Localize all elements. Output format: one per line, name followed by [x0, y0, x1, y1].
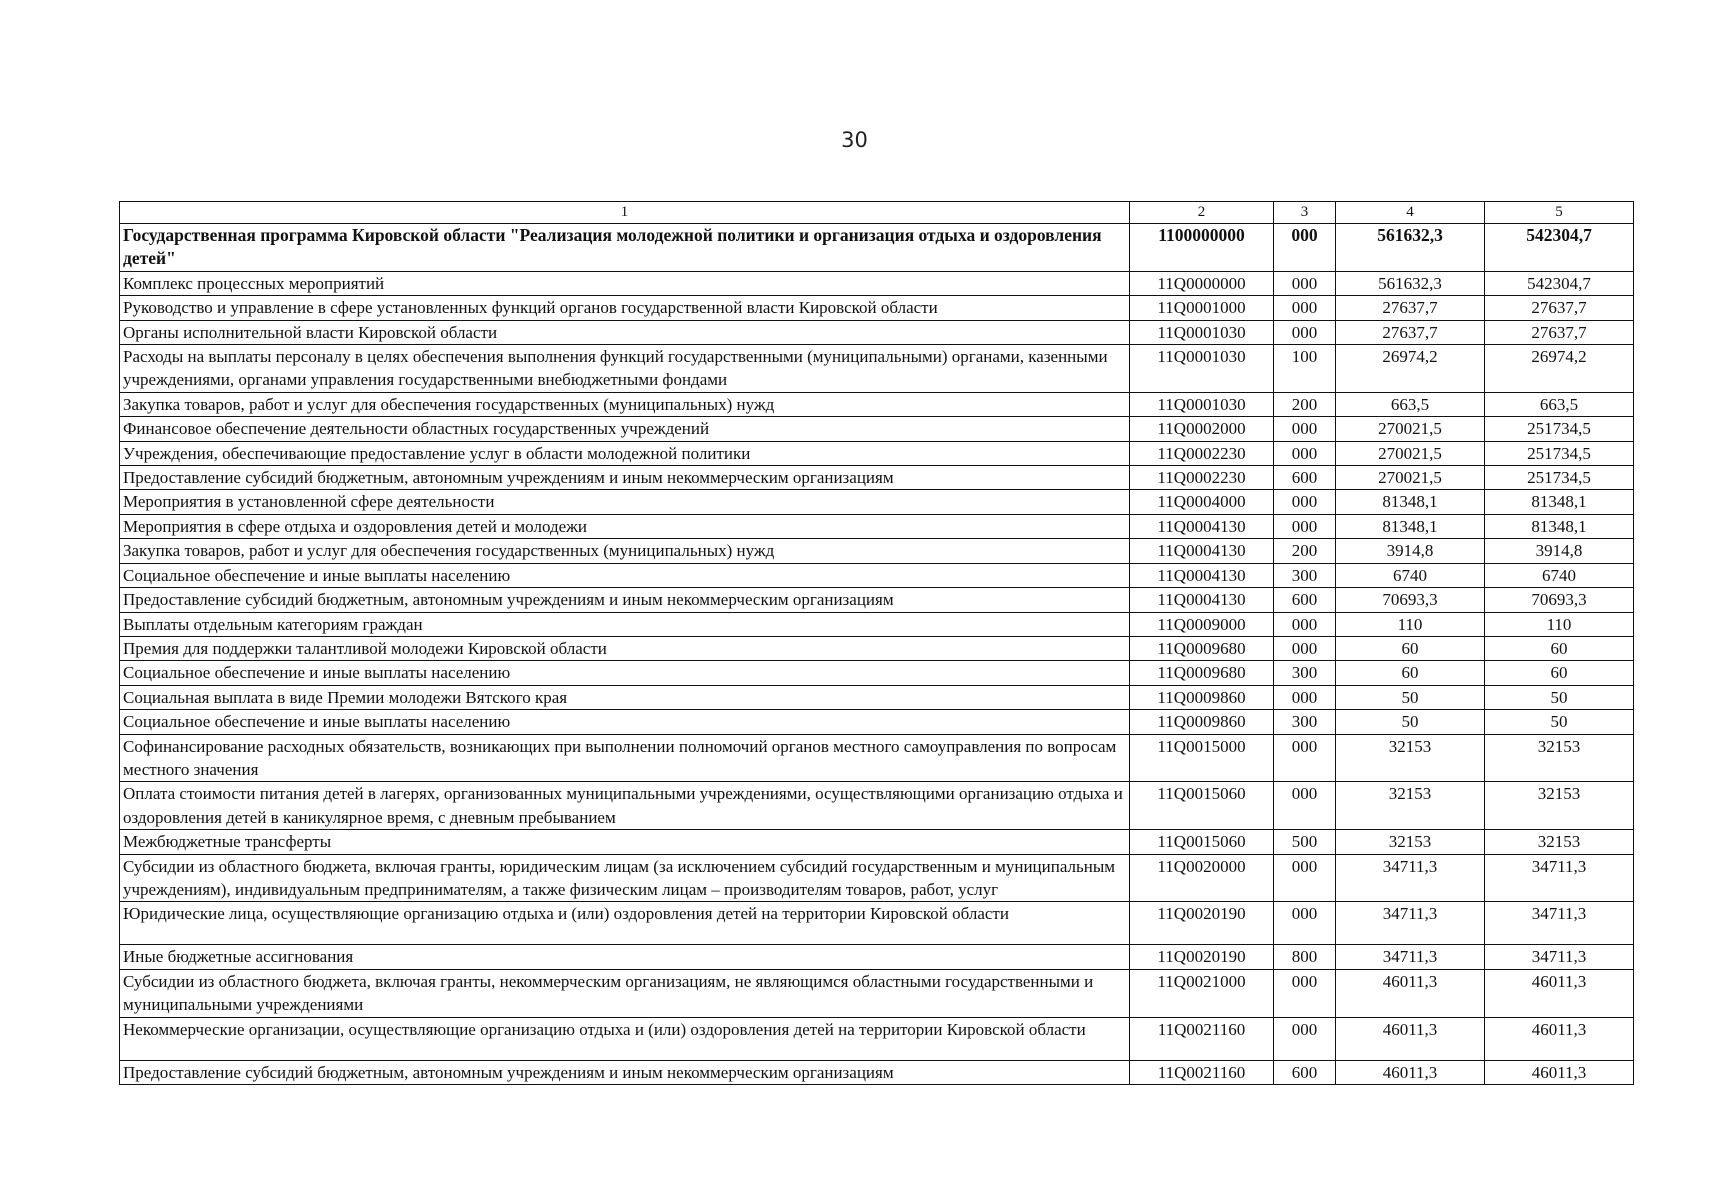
row-amount-2: 50: [1485, 685, 1634, 709]
row-expense-type: 000: [1274, 490, 1336, 514]
row-code: 11Q0009680: [1130, 661, 1274, 685]
table-row: [120, 490, 1634, 514]
table-row: [120, 945, 1634, 969]
table-row: [120, 588, 1634, 612]
row-expense-type: 000: [1274, 969, 1336, 1017]
row-amount-2: 542304,7: [1485, 271, 1634, 295]
table-row: [120, 392, 1634, 416]
table-row: [120, 636, 1634, 660]
row-name: Софинансирование расходных обязательств, возникающих при выполнении полномочий органов местного самоуправления по вопросам местного значения: [120, 734, 1130, 782]
row-expense-type: 000: [1274, 782, 1336, 830]
row-name: Государственная программа Кировской области "Реализация молодежной политики и организация отдыха и оздоровления детей": [120, 224, 1130, 272]
row-expense-type: 300: [1274, 710, 1336, 734]
row-expense-type: 000: [1274, 854, 1336, 902]
row-expense-type: 200: [1274, 392, 1336, 416]
row-expense-type: 000: [1274, 271, 1336, 295]
row-name: Предоставление субсидий бюджетным, автономным учреждениям и иным некоммерческим организациям: [120, 588, 1130, 612]
row-amount-1: 46011,3: [1336, 969, 1485, 1017]
row-amount-2: 70693,3: [1485, 588, 1634, 612]
column-header-amount-1: 4: [1336, 202, 1485, 224]
row-code: 11Q0020000: [1130, 854, 1274, 902]
row-name: Предоставление субсидий бюджетным, автономным учреждениям и иным некоммерческим организациям: [120, 466, 1130, 490]
page-number: 30: [841, 128, 868, 152]
column-header-code: 2: [1130, 202, 1274, 224]
row-code: 11Q0021160: [1130, 1060, 1274, 1084]
table-row: [120, 224, 1634, 272]
row-name: Субсидии из областного бюджета, включая гранты, некоммерческим организациям, не являющимся областными государственными и муниципальными учреждениями: [120, 969, 1130, 1017]
row-amount-2: 46011,3: [1485, 969, 1634, 1017]
row-amount-1: 110: [1336, 612, 1485, 636]
row-code: 11Q0009680: [1130, 636, 1274, 660]
column-header-name: 1: [120, 202, 1130, 224]
row-amount-2: 32153: [1485, 782, 1634, 830]
table-row: [120, 514, 1634, 538]
row-name: Юридические лица, осуществляющие организацию отдыха и (или) оздоровления детей на территории Кировской области: [120, 902, 1130, 945]
row-amount-2: 46011,3: [1485, 1060, 1634, 1084]
row-amount-2: 81348,1: [1485, 514, 1634, 538]
row-name: Некоммерческие организации, осуществляющие организацию отдыха и (или) оздоровления детей на территории Кировской области: [120, 1017, 1130, 1060]
row-amount-1: 27637,7: [1336, 296, 1485, 320]
row-code: 11Q0004130: [1130, 588, 1274, 612]
row-amount-1: 50: [1336, 685, 1485, 709]
row-amount-2: 32153: [1485, 830, 1634, 854]
row-expense-type: 000: [1274, 1017, 1336, 1060]
row-amount-1: 46011,3: [1336, 1060, 1485, 1084]
row-code: 11Q0009000: [1130, 612, 1274, 636]
row-amount-1: 561632,3: [1336, 271, 1485, 295]
row-code: 11Q0004130: [1130, 514, 1274, 538]
row-code: 11Q0000000: [1130, 271, 1274, 295]
row-name: Социальное обеспечение и иные выплаты населению: [120, 710, 1130, 734]
row-expense-type: 600: [1274, 1060, 1336, 1084]
row-code: 11Q0004000: [1130, 490, 1274, 514]
row-name: Закупка товаров, работ и услуг для обеспечения государственных (муниципальных) нужд: [120, 392, 1130, 416]
row-expense-type: 000: [1274, 441, 1336, 465]
row-amount-2: 542304,7: [1485, 224, 1634, 272]
row-amount-1: 46011,3: [1336, 1017, 1485, 1060]
row-amount-1: 6740: [1336, 563, 1485, 587]
row-expense-type: 000: [1274, 224, 1336, 272]
row-code: 11Q0015060: [1130, 830, 1274, 854]
row-code: 11Q0021000: [1130, 969, 1274, 1017]
row-name: Расходы на выплаты персоналу в целях обеспечения выполнения функций государственными (муниципальными) органами, казенными учреждениями, органами управления государственными внебюджетными фондами: [120, 345, 1130, 393]
row-expense-type: 000: [1274, 636, 1336, 660]
row-amount-2: 46011,3: [1485, 1017, 1634, 1060]
row-amount-2: 60: [1485, 661, 1634, 685]
row-amount-1: 270021,5: [1336, 441, 1485, 465]
table-row: [120, 612, 1634, 636]
row-amount-1: 34711,3: [1336, 945, 1485, 969]
row-amount-2: 50: [1485, 710, 1634, 734]
row-code: 11Q0004130: [1130, 563, 1274, 587]
row-expense-type: 000: [1274, 612, 1336, 636]
row-expense-type: 000: [1274, 296, 1336, 320]
row-name: Субсидии из областного бюджета, включая гранты, юридическим лицам (за исключением субсидий государственным и муниципальным учреждениям), индивидуальным предпринимателям, а также физическим лицам – производителям товаров, работ, услуг: [120, 854, 1130, 902]
row-amount-1: 34711,3: [1336, 902, 1485, 945]
row-expense-type: 600: [1274, 466, 1336, 490]
row-code: 11Q0015000: [1130, 734, 1274, 782]
row-amount-1: 34711,3: [1336, 854, 1485, 902]
row-expense-type: 000: [1274, 902, 1336, 945]
table-row: [120, 345, 1634, 393]
row-amount-1: 663,5: [1336, 392, 1485, 416]
row-expense-type: 000: [1274, 685, 1336, 709]
row-amount-1: 32153: [1336, 782, 1485, 830]
table-row: [120, 734, 1634, 782]
row-code: 11Q0009860: [1130, 710, 1274, 734]
row-amount-1: 32153: [1336, 830, 1485, 854]
row-expense-type: 500: [1274, 830, 1336, 854]
row-expense-type: 800: [1274, 945, 1336, 969]
row-name: Межбюджетные трансферты: [120, 830, 1130, 854]
row-name: Оплата стоимости питания детей в лагерях, организованных муниципальными учреждениями, осуществляющими организацию отдыха и оздоровления детей в каникулярное время, с дневным пребыванием: [120, 782, 1130, 830]
table-row: [120, 296, 1634, 320]
table-row: [120, 441, 1634, 465]
row-amount-2: 26974,2: [1485, 345, 1634, 393]
row-amount-1: 50: [1336, 710, 1485, 734]
row-amount-2: 251734,5: [1485, 441, 1634, 465]
row-amount-2: 60: [1485, 636, 1634, 660]
row-name: Премия для поддержки талантливой молодежи Кировской области: [120, 636, 1130, 660]
row-name: Иные бюджетные ассигнования: [120, 945, 1130, 969]
table-row: [120, 969, 1634, 1017]
row-expense-type: 100: [1274, 345, 1336, 393]
row-name: Учреждения, обеспечивающие предоставление услуг в области молодежной политики: [120, 441, 1130, 465]
row-code: 11Q0002230: [1130, 466, 1274, 490]
row-code: 11Q0009860: [1130, 685, 1274, 709]
row-amount-2: 34711,3: [1485, 902, 1634, 945]
row-amount-1: 81348,1: [1336, 514, 1485, 538]
row-expense-type: 300: [1274, 563, 1336, 587]
table-row: [120, 1017, 1634, 1060]
row-amount-1: 70693,3: [1336, 588, 1485, 612]
row-name: Закупка товаров, работ и услуг для обеспечения государственных (муниципальных) нужд: [120, 539, 1130, 563]
row-amount-1: 32153: [1336, 734, 1485, 782]
row-code: 11Q0021160: [1130, 1017, 1274, 1060]
header-row: [120, 202, 1634, 224]
row-code: 11Q0004130: [1130, 539, 1274, 563]
row-name: Социальное обеспечение и иные выплаты населению: [120, 563, 1130, 587]
row-amount-1: 26974,2: [1336, 345, 1485, 393]
row-amount-1: 81348,1: [1336, 490, 1485, 514]
row-name: Выплаты отдельным категориям граждан: [120, 612, 1130, 636]
row-code: 11Q0001000: [1130, 296, 1274, 320]
row-name: Мероприятия в сфере отдыха и оздоровления детей и молодежи: [120, 514, 1130, 538]
row-expense-type: 000: [1274, 514, 1336, 538]
row-amount-2: 251734,5: [1485, 466, 1634, 490]
row-amount-1: 60: [1336, 636, 1485, 660]
row-code: 11Q0015060: [1130, 782, 1274, 830]
row-amount-2: 34711,3: [1485, 854, 1634, 902]
row-expense-type: 200: [1274, 539, 1336, 563]
row-code: 11Q0020190: [1130, 902, 1274, 945]
table-row: [120, 417, 1634, 441]
table-row: [120, 466, 1634, 490]
table-row: [120, 782, 1634, 830]
row-code: 11Q0001030: [1130, 320, 1274, 344]
row-amount-2: 27637,7: [1485, 320, 1634, 344]
row-code: 11Q0020190: [1130, 945, 1274, 969]
table-row: [120, 661, 1634, 685]
row-amount-2: 27637,7: [1485, 296, 1634, 320]
table-row: [120, 854, 1634, 902]
row-amount-2: 110: [1485, 612, 1634, 636]
row-amount-1: 27637,7: [1336, 320, 1485, 344]
row-name: Органы исполнительной власти Кировской области: [120, 320, 1130, 344]
row-name: Руководство и управление в сфере установленных функций органов государственной власти Кировской области: [120, 296, 1130, 320]
row-code: 11Q0002230: [1130, 441, 1274, 465]
row-name: Предоставление субсидий бюджетным, автономным учреждениям и иным некоммерческим организациям: [120, 1060, 1130, 1084]
row-name: Мероприятия в установленной сфере деятельности: [120, 490, 1130, 514]
table-row: [120, 710, 1634, 734]
row-code: 11Q0001030: [1130, 345, 1274, 393]
row-name: Финансовое обеспечение деятельности областных государственных учреждений: [120, 417, 1130, 441]
row-expense-type: 000: [1274, 320, 1336, 344]
row-name: Комплекс процессных мероприятий: [120, 271, 1130, 295]
table-row: [120, 830, 1634, 854]
row-amount-2: 663,5: [1485, 392, 1634, 416]
row-name: Социальное обеспечение и иные выплаты населению: [120, 661, 1130, 685]
column-header-type: 3: [1274, 202, 1336, 224]
table-row: [120, 271, 1634, 295]
row-expense-type: 600: [1274, 588, 1336, 612]
row-code: 11Q0002000: [1130, 417, 1274, 441]
table-row: [120, 685, 1634, 709]
row-amount-2: 81348,1: [1485, 490, 1634, 514]
column-header-amount-2: 5: [1485, 202, 1634, 224]
row-amount-1: 60: [1336, 661, 1485, 685]
row-expense-type: 000: [1274, 417, 1336, 441]
budget-table: [119, 201, 1634, 1085]
row-code: 11Q0001030: [1130, 392, 1274, 416]
row-amount-2: 32153: [1485, 734, 1634, 782]
table-row: [120, 1060, 1634, 1084]
row-expense-type: 000: [1274, 734, 1336, 782]
row-amount-1: 3914,8: [1336, 539, 1485, 563]
row-amount-2: 251734,5: [1485, 417, 1634, 441]
row-amount-1: 270021,5: [1336, 466, 1485, 490]
table-row: [120, 320, 1634, 344]
table-row: [120, 563, 1634, 587]
row-code: 1100000000: [1130, 224, 1274, 272]
row-amount-1: 561632,3: [1336, 224, 1485, 272]
table-row: [120, 539, 1634, 563]
row-amount-2: 34711,3: [1485, 945, 1634, 969]
row-amount-2: 6740: [1485, 563, 1634, 587]
row-expense-type: 300: [1274, 661, 1336, 685]
table-row: [120, 902, 1634, 945]
row-amount-2: 3914,8: [1485, 539, 1634, 563]
row-name: Социальная выплата в виде Премии молодежи Вятского края: [120, 685, 1130, 709]
row-amount-1: 270021,5: [1336, 417, 1485, 441]
